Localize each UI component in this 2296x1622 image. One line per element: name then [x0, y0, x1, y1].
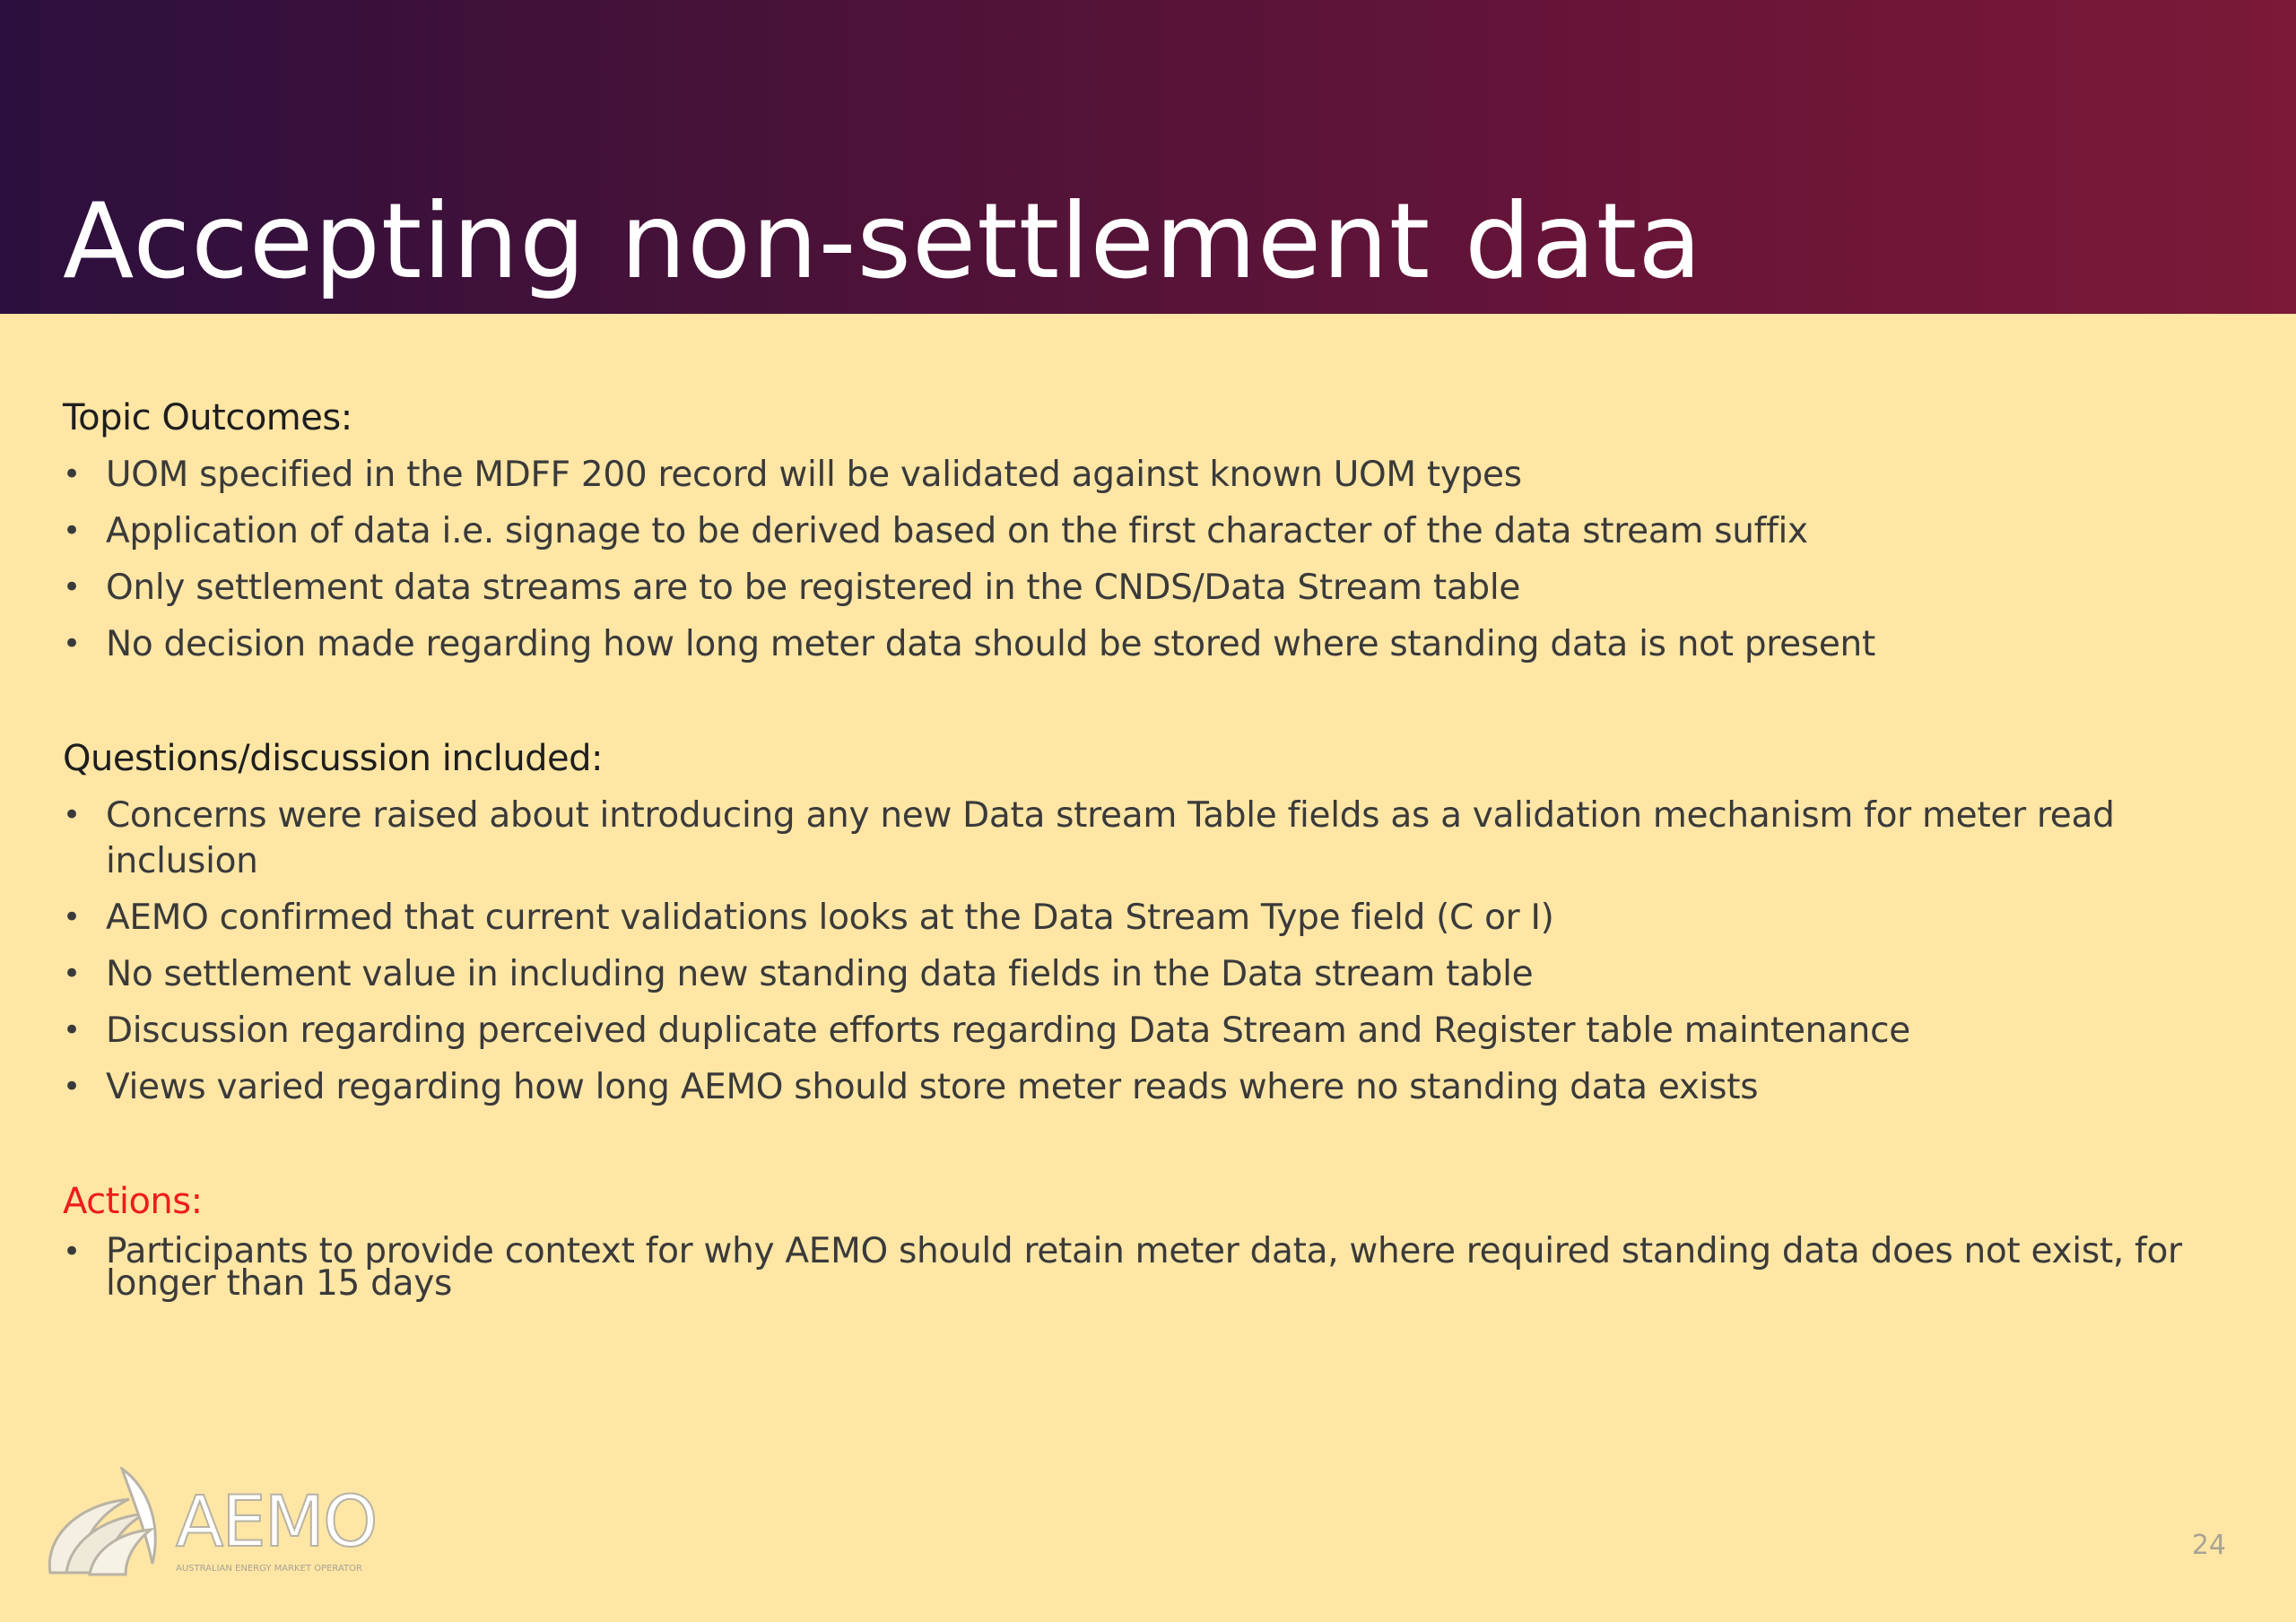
questions-discussion-list — [63, 793, 2233, 1110]
bullet-icon: • — [63, 626, 81, 662]
aemo-swoosh-icon — [39, 1467, 174, 1583]
page-number: 24 — [2191, 1530, 2226, 1561]
bullet-icon: • — [63, 797, 81, 833]
logo-tagline: AUSTRALIAN ENERGY MARKET OPERATOR — [176, 1564, 362, 1574]
list-item-text: Concerns were raised about introducing any new Data stream Table fields as a validation mechanism for meter read inclusion — [106, 795, 2115, 881]
bullet-icon: • — [63, 1012, 81, 1048]
list-item-text: Discussion regarding perceived duplicate efforts regarding Data Stream and Register table maintenance — [106, 1010, 1910, 1051]
actions-heading: Actions: — [63, 1181, 203, 1222]
list-item-text: No decision made regarding how long meter data should be stored where standing data is not present — [106, 624, 1875, 664]
list-item — [63, 951, 2233, 997]
bullet-icon: • — [63, 513, 81, 549]
list-item — [63, 565, 2233, 611]
list-item — [63, 1064, 2233, 1110]
list-item — [63, 621, 2233, 667]
list-item — [63, 793, 2233, 884]
list-item — [63, 1231, 2233, 1304]
bullet-icon: • — [63, 1069, 81, 1105]
list-item-text: Only settlement data streams are to be registered in the CNDS/Data Stream table — [106, 568, 1521, 608]
bullet-icon: • — [63, 456, 81, 492]
list-item-text: Views varied regarding how long AEMO should store meter reads where no standing data exists — [106, 1067, 1759, 1107]
bullet-icon: • — [63, 899, 81, 935]
list-item — [63, 1008, 2233, 1054]
bullet-icon: • — [63, 956, 81, 992]
slide-header-banner — [0, 0, 2296, 314]
list-item — [63, 895, 2233, 941]
questions-discussion-heading: Questions/discussion included: — [63, 738, 604, 779]
topic-outcomes-list — [63, 452, 2233, 667]
actions-list — [63, 1231, 2233, 1304]
list-item — [63, 508, 2233, 554]
logo-wordmark: AEMO — [176, 1482, 377, 1563]
list-item-text: AEMO confirmed that current validations looks at the Data Stream Type field (C or I) — [106, 898, 1554, 938]
list-item-text: No settlement value in including new standing data fields in the Data stream table — [106, 954, 1534, 994]
list-item-text: Participants to provide context for why AEMO should retain meter data, where required standing data does not exist, for longer than 15 days — [106, 1231, 2182, 1304]
slide-title: Accepting non-settlement data — [63, 181, 1703, 302]
bullet-icon: • — [63, 1234, 81, 1270]
bullet-icon: • — [63, 569, 81, 605]
aemo-logo — [39, 1467, 380, 1583]
topic-outcomes-heading: Topic Outcomes: — [63, 397, 352, 438]
slide-content — [63, 395, 2233, 1368]
list-item-text: UOM specified in the MDFF 200 record will be validated against known UOM types — [106, 455, 1522, 495]
list-item — [63, 452, 2233, 498]
list-item-text: Application of data i.e. signage to be derived based on the first character of the data stream suffix — [106, 511, 1808, 551]
